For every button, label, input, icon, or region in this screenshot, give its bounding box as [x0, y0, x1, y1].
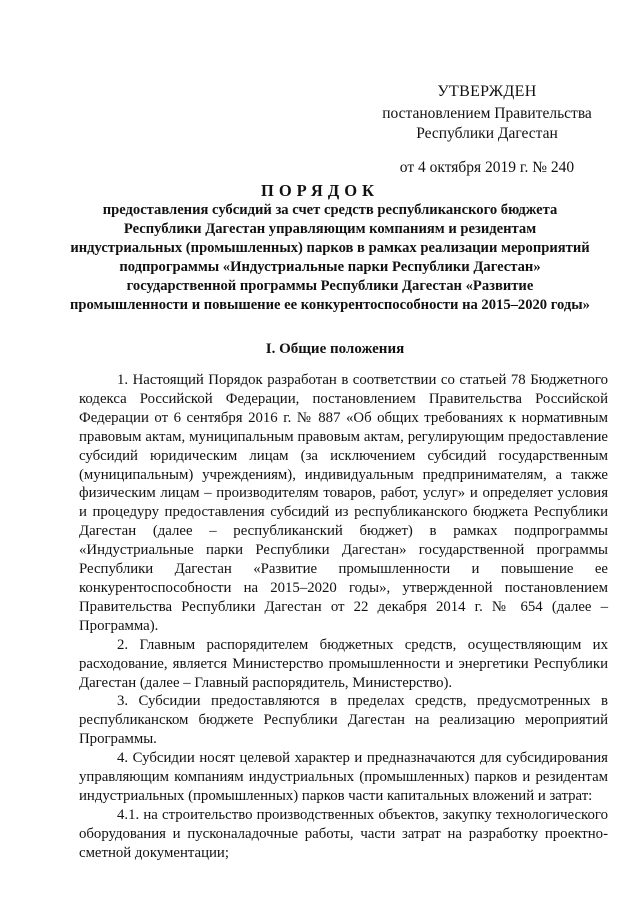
- approval-date: от 4 октября 2019 г. № 240: [399, 159, 575, 176]
- paragraph-2: 2. Главным распорядителем бюджетных средств, осуществляющим их расходование, является Министерство промышленности и энергетики Республики Дагестан (далее – Главный распорядитель, Министерство).: [79, 636, 608, 691]
- paragraph-4: 4. Субсидии носят целевой характер и предназначаются для субсидирования управляющим компаниям индустриальных (промышленных) парков и резидентам индустриальных (промышленных) парков части капитальных вложений и затрат:: [79, 750, 608, 804]
- approval-line-1: постановлением Правительства: [382, 105, 592, 122]
- document-title: ПОРЯДОК: [261, 181, 379, 200]
- paragraph-4-1: 4.1. на строительство производственных объектов, закупку технологического оборудования и пусконаладочные работы, части затрат на разработку проектно-сметной документации;: [79, 806, 608, 861]
- approval-heading: УТВЕРЖДЕН: [437, 83, 537, 100]
- document-body: [79, 371, 608, 863]
- approval-stamp: [362, 82, 612, 178]
- paragraph-1: 1. Настоящий Порядок разработан в соответствии со статьей 78 Бюджетного кодекса Российской Федерации, постановлением Правительства Российской Федерации от 6 сентября 2016 г. № 887 «Об общих требованиях к нормативным правовым актам, муниципальным правовым актам, регулирующим предоставление субсидий юридическим лицам (за исключением субсидий государственным (муниципальным) учреждениям), индивидуальным предпринимателям, а также физическим лицам – производителям товаров, работ, услуг» и определяет условия и процедуру предоставления субсидий из республиканского бюджета Республики Дагестан (далее – республиканский бюджет) в рамках подпрограммы «Индустриальные парки Республики Дагестан» государственной программы Республики Дагестан «Развитие промышленности и повышение ее конкурентоспособности на 2015–2020 годы», утвержденной постановлением Правительства Республики Дагестан от 22 декабря 2014 г. № 654 (далее – Программа).: [79, 372, 608, 634]
- section-heading: I. Общие положения: [265, 341, 405, 357]
- document-subtitle: предоставления субсидий за счет средств республиканского бюджета Республики Дагестан управляющим компаниям и резидентам индустриальных (промышленных) парков в рамках реализации мероприятий подпрограммы «Индустриальные парки Республики Дагестан» государственной программы Республики Дагестан «Развитие промышленности и повышение ее конкурентоспособности на 2015–2020 годы»: [70, 202, 590, 313]
- approval-line-2: Республики Дагестан: [416, 125, 558, 142]
- paragraph-3: 3. Субсидии предоставляются в пределах средств, предусмотренных в республиканском бюджете Республики Дагестан на реализацию мероприятий Программы.: [79, 693, 608, 748]
